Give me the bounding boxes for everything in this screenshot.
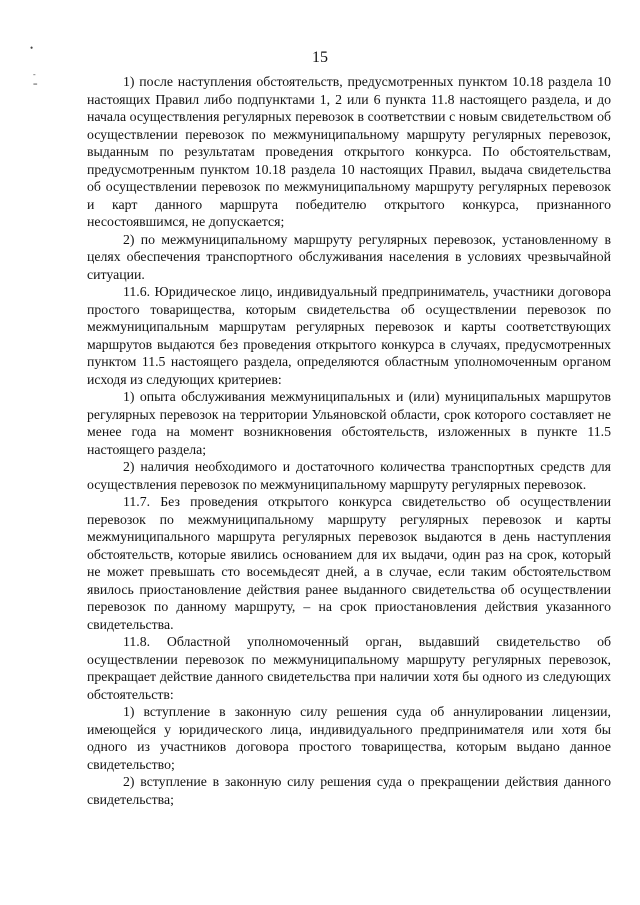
document-body [87,73,611,808]
paragraph: 2) по межмуниципальному маршруту регулярных перевозок, установленному в целях обеспечения транспортного обслуживания населения в условиях чрезвычайной ситуации. [87,231,611,282]
paragraph: 11.7. Без проведения открытого конкурса свидетельство об осуществлении перевозок по межмуниципальному маршруту регулярных перевозок и карты межмуниципального маршрута регулярных перевозок выдаются в день наступления обстоятельств, которые явились основанием для их выдачи, один раз на срок, который не может превышать сто восемьдесят дней, а в случае, если таким обстоятельством явилось приостановление действия ранее выданного свидетельства об осуществлении перевозок по данному маршруту, – на срок приостановления действия указанного свидетельства. [87,494,611,632]
page-number: 15 [312,49,328,66]
scan-mark: - [33,70,36,79]
paragraph: 1) опыта обслуживания межмуниципальных и (или) муниципальных маршрутов регулярных перевозок на территории Ульяновской области, срок которого составляет не менее года на момент возникновения обстоятельств, изложенных в пункте 11.5 настоящего раздела; [87,389,611,457]
paragraph: 2) вступление в законную силу решения суда о прекращении действия данного свидетельства; [87,774,611,807]
paragraph: 2) наличия необходимого и достаточного количества транспортных средств для осуществления перевозок по межмуниципальному маршруту регулярных перевозок. [87,459,611,492]
paragraph: 11.6. Юридическое лицо, индивидуальный предприниматель, участники договора простого товарищества, которым свидетельства об осуществлении перевозок по межмуниципальным маршрутам регулярных перевозок и карты соответствующих маршрутов выдаются без проведения открытого конкурса в случаях, предусмотренных пунктом 11.5 настоящего раздела, определяются областным уполномоченным органом исходя из следующих критериев: [87,284,611,387]
paragraph: 11.8. Областной уполномоченный орган, выдавший свидетельство об осуществлении перевозок по межмуниципальному маршруту регулярных перевозок, прекращает действие данного свидетельства при наличии хотя бы одного из следующих обстоятельств: [87,634,611,702]
paragraph: 1) после наступления обстоятельств, предусмотренных пунктом 10.18 раздела 10 настоящих Правил либо подпунктами 1, 2 или 6 пункта 11.8 настоящего раздела, и до начала осуществления регулярных перевозок в соответствии с новым свидетельством об осуществлении перевозок по межмуниципальному маршруту регулярных перевозок, выданным по результатам проведения открытого конкурса. По обстоятельствам, предусмотренным пунктом 10.18 раздела 10 настоящих Правил, выдача свидетельства об осуществлении перевозок по межмуниципальному маршруту регулярных перевозок и карт данного маршрута победителю открытого конкурса, признанного несостоявшимся, не допускается; [87,74,611,229]
scan-mark: • [30,43,34,53]
paragraph: 1) вступление в законную силу решения суда об аннулировании лицензии, имеющейся у юридического лица, индивидуального предпринимателя или хотя бы одного из участников договора простого товарищества, которым выдано данное свидетельство; [87,704,611,772]
scan-mark: = [33,80,38,89]
